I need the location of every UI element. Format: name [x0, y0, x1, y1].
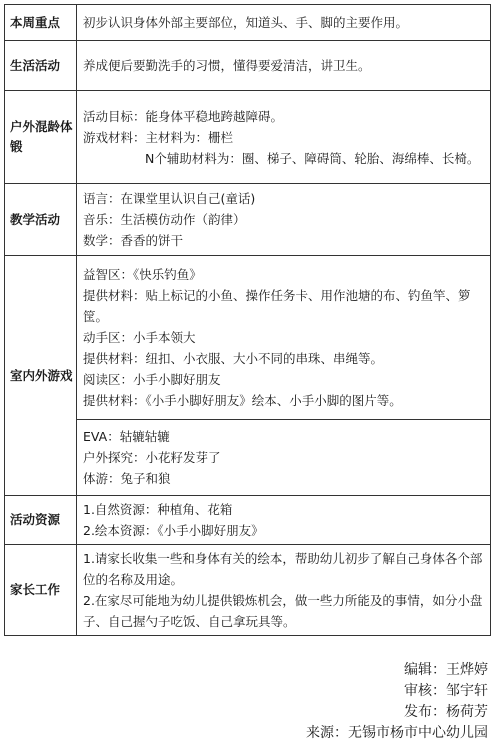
editor-credit: 编辑：王烨婷	[404, 662, 488, 678]
outdoor-line: N个辅助材料为：圈、梯子、障碍筒、轮胎、海绵棒、长椅。	[145, 150, 480, 166]
teaching-line: 数学：香香的饼干	[83, 233, 184, 248]
reviewer-credit: 审核：邹宇轩	[404, 683, 488, 699]
focus-row	[5, 5, 491, 41]
teaching-row	[5, 184, 491, 256]
indoor-line: 益智区：《快乐钓鱼》	[83, 267, 202, 282]
resources-row	[5, 496, 491, 545]
publisher-credit: 发布：杨荷芳	[404, 704, 488, 720]
indoor-line: 提供材料：《小手小脚好朋友》绘本、小手小脚的图片等。	[83, 393, 402, 408]
parents-label: 家长工作	[5, 545, 77, 636]
parents-row	[5, 545, 491, 636]
credits-block	[306, 660, 488, 744]
indoor-line: 提供材料：纽扣、小衣服、大小不同的串珠、串绳等。	[83, 351, 384, 366]
outdoor-row	[5, 91, 491, 184]
indoor-areas-row	[5, 256, 491, 420]
parents-line: 2.在家尽可能地为幼儿提供锻炼机会，做一些力所能及的事情，如分小盘子、自己握勺子吃饭、自己拿玩具等。	[83, 593, 483, 629]
indoor-line: 户外探究：小花籽发芽了	[83, 450, 221, 465]
outdoor-content	[77, 91, 491, 184]
resources-label: 活动资源	[5, 496, 77, 545]
teaching-label: 教学活动	[5, 184, 77, 256]
indoor-line: 动手区：小手本领大	[83, 330, 196, 345]
indoor-other-content	[77, 420, 491, 496]
outdoor-label: 户外混龄体锻	[5, 91, 77, 184]
indoor-other-row	[5, 420, 491, 496]
teaching-line: 语言：在课堂里认识自己(童话)	[83, 191, 256, 206]
resources-line: 2.绘本资源：《小手小脚好朋友》	[83, 523, 264, 538]
indoor-label: 室内外游戏	[5, 256, 77, 496]
resources-line: 1.自然资源：种植角、花箱	[83, 502, 233, 517]
life-content	[77, 41, 491, 91]
life-text: 养成便后要勤洗手的习惯，懂得要爱清洁，讲卫生。	[83, 58, 371, 73]
indoor-areas-content	[77, 256, 491, 420]
weekly-plan-table	[4, 4, 491, 636]
focus-label: 本周重点	[5, 5, 77, 41]
life-label: 生活活动	[5, 41, 77, 91]
indoor-line: 提供材料：贴上标记的小鱼、操作任务卡、用作池塘的布、钓鱼竿、箩筐。	[83, 288, 471, 324]
parents-content	[77, 545, 491, 636]
outdoor-line: 活动目标：能身体平稳地跨越障碍。	[83, 108, 284, 124]
resources-content	[77, 496, 491, 545]
indoor-line: EVA：轱辘轱辘	[83, 429, 170, 444]
indoor-line: 阅读区：小手小脚好朋友	[83, 372, 221, 387]
source-credit: 来源：无锡市杨市中心幼儿园	[306, 725, 488, 741]
parents-line: 1.请家长收集一些和身体有关的绘本，帮助幼儿初步了解自己身体各个部位的名称及用途。	[83, 551, 483, 587]
teaching-line: 音乐：生活模仿动作（韵律）	[83, 212, 246, 227]
focus-text: 初步认识身体外部主要部位，知道头、手、脚的主要作用。	[83, 15, 409, 30]
indoor-line: 体游：兔子和狼	[83, 471, 171, 486]
outdoor-line: 游戏材料：主材料为：栅栏	[83, 129, 234, 145]
teaching-content	[77, 184, 491, 256]
life-row	[5, 41, 491, 91]
focus-content	[77, 5, 491, 41]
